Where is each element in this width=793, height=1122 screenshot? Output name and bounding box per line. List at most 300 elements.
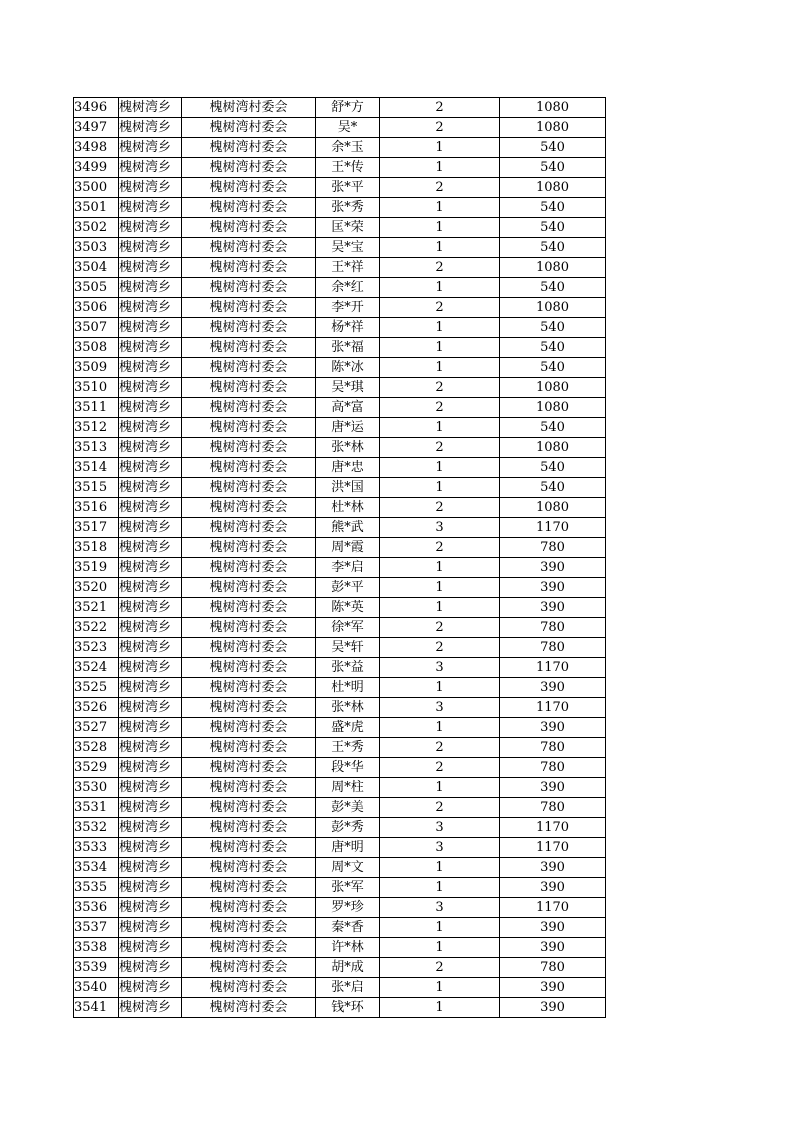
table-row [74, 278, 606, 298]
cell-count: 3 [380, 898, 500, 918]
cell-name: 周*霞 [316, 538, 380, 558]
cell-village-committee: 槐树湾村委会 [182, 798, 316, 818]
cell-name: 周*柱 [316, 778, 380, 798]
table-row [74, 698, 606, 718]
cell-village-committee: 槐树湾村委会 [182, 418, 316, 438]
cell-count: 1 [380, 318, 500, 338]
cell-village-committee: 槐树湾村委会 [182, 298, 316, 318]
table-row [74, 118, 606, 138]
cell-name: 杜*林 [316, 498, 380, 518]
cell-township: 槐树湾乡 [119, 898, 182, 918]
cell-amount: 390 [500, 558, 606, 578]
cell-name: 吴*琪 [316, 378, 380, 398]
cell-id: 3522 [74, 618, 119, 638]
cell-count: 2 [380, 638, 500, 658]
cell-count: 2 [380, 798, 500, 818]
cell-count: 2 [380, 758, 500, 778]
cell-township: 槐树湾乡 [119, 818, 182, 838]
table-row [74, 138, 606, 158]
cell-township: 槐树湾乡 [119, 538, 182, 558]
cell-id: 3517 [74, 518, 119, 538]
table-row [74, 158, 606, 178]
cell-id: 3507 [74, 318, 119, 338]
cell-village-committee: 槐树湾村委会 [182, 138, 316, 158]
cell-id: 3510 [74, 378, 119, 398]
cell-amount: 780 [500, 738, 606, 758]
cell-id: 3533 [74, 838, 119, 858]
cell-township: 槐树湾乡 [119, 498, 182, 518]
cell-count: 1 [380, 678, 500, 698]
cell-id: 3528 [74, 738, 119, 758]
cell-amount: 390 [500, 938, 606, 958]
table-row [74, 458, 606, 478]
cell-amount: 540 [500, 198, 606, 218]
cell-township: 槐树湾乡 [119, 158, 182, 178]
table-row [74, 898, 606, 918]
cell-name: 陈*冰 [316, 358, 380, 378]
table-row [74, 238, 606, 258]
cell-amount: 1170 [500, 518, 606, 538]
cell-id: 3529 [74, 758, 119, 778]
cell-township: 槐树湾乡 [119, 338, 182, 358]
cell-id: 3530 [74, 778, 119, 798]
table-row [74, 398, 606, 418]
cell-village-committee: 槐树湾村委会 [182, 978, 316, 998]
cell-count: 3 [380, 658, 500, 678]
table-row [74, 538, 606, 558]
table-row [74, 438, 606, 458]
cell-id: 3534 [74, 858, 119, 878]
cell-count: 1 [380, 718, 500, 738]
cell-name: 唐*明 [316, 838, 380, 858]
table-row [74, 858, 606, 878]
cell-amount: 1080 [500, 298, 606, 318]
cell-count: 1 [380, 558, 500, 578]
cell-amount: 390 [500, 578, 606, 598]
table-row [74, 218, 606, 238]
cell-amount: 390 [500, 878, 606, 898]
cell-id: 3509 [74, 358, 119, 378]
cell-id: 3519 [74, 558, 119, 578]
cell-id: 3496 [74, 98, 119, 118]
cell-count: 2 [380, 498, 500, 518]
table-row [74, 758, 606, 778]
cell-township: 槐树湾乡 [119, 598, 182, 618]
cell-count: 1 [380, 998, 500, 1018]
cell-township: 槐树湾乡 [119, 938, 182, 958]
cell-id: 3538 [74, 938, 119, 958]
cell-village-committee: 槐树湾村委会 [182, 698, 316, 718]
cell-id: 3506 [74, 298, 119, 318]
cell-amount: 780 [500, 538, 606, 558]
cell-village-committee: 槐树湾村委会 [182, 338, 316, 358]
cell-village-committee: 槐树湾村委会 [182, 598, 316, 618]
cell-name: 张*启 [316, 978, 380, 998]
table-row [74, 738, 606, 758]
cell-name: 张*军 [316, 878, 380, 898]
cell-count: 2 [380, 98, 500, 118]
cell-amount: 780 [500, 638, 606, 658]
cell-name: 唐*忠 [316, 458, 380, 478]
cell-name: 舒*方 [316, 98, 380, 118]
cell-village-committee: 槐树湾村委会 [182, 958, 316, 978]
cell-village-committee: 槐树湾村委会 [182, 898, 316, 918]
cell-count: 2 [380, 538, 500, 558]
cell-village-committee: 槐树湾村委会 [182, 998, 316, 1018]
cell-name: 胡*成 [316, 958, 380, 978]
cell-township: 槐树湾乡 [119, 718, 182, 738]
cell-amount: 780 [500, 798, 606, 818]
cell-name: 彭*秀 [316, 818, 380, 838]
cell-id: 3497 [74, 118, 119, 138]
cell-township: 槐树湾乡 [119, 98, 182, 118]
cell-id: 3504 [74, 258, 119, 278]
cell-amount: 780 [500, 618, 606, 638]
cell-village-committee: 槐树湾村委会 [182, 878, 316, 898]
cell-amount: 1080 [500, 98, 606, 118]
cell-village-committee: 槐树湾村委会 [182, 778, 316, 798]
cell-village-committee: 槐树湾村委会 [182, 258, 316, 278]
cell-name: 杨*祥 [316, 318, 380, 338]
cell-township: 槐树湾乡 [119, 138, 182, 158]
table-row [74, 558, 606, 578]
table-row [74, 958, 606, 978]
cell-id: 3512 [74, 418, 119, 438]
cell-village-committee: 槐树湾村委会 [182, 158, 316, 178]
cell-id: 3513 [74, 438, 119, 458]
table-row [74, 418, 606, 438]
cell-village-committee: 槐树湾村委会 [182, 578, 316, 598]
cell-name: 杜*明 [316, 678, 380, 698]
cell-village-committee: 槐树湾村委会 [182, 98, 316, 118]
cell-village-committee: 槐树湾村委会 [182, 918, 316, 938]
cell-amount: 540 [500, 478, 606, 498]
cell-amount: 540 [500, 278, 606, 298]
cell-amount: 780 [500, 758, 606, 778]
cell-name: 秦*香 [316, 918, 380, 938]
cell-count: 3 [380, 698, 500, 718]
table-row [74, 618, 606, 638]
cell-village-committee: 槐树湾村委会 [182, 178, 316, 198]
cell-amount: 390 [500, 978, 606, 998]
table-row [74, 198, 606, 218]
cell-id: 3520 [74, 578, 119, 598]
cell-id: 3539 [74, 958, 119, 978]
cell-township: 槐树湾乡 [119, 638, 182, 658]
cell-amount: 1170 [500, 898, 606, 918]
cell-id: 3536 [74, 898, 119, 918]
table-row [74, 678, 606, 698]
cell-village-committee: 槐树湾村委会 [182, 218, 316, 238]
cell-township: 槐树湾乡 [119, 678, 182, 698]
data-table [73, 97, 606, 1018]
table-row [74, 178, 606, 198]
cell-township: 槐树湾乡 [119, 298, 182, 318]
cell-township: 槐树湾乡 [119, 238, 182, 258]
table-row [74, 498, 606, 518]
cell-amount: 390 [500, 778, 606, 798]
table-row [74, 598, 606, 618]
cell-amount: 390 [500, 998, 606, 1018]
cell-id: 3521 [74, 598, 119, 618]
cell-name: 王*传 [316, 158, 380, 178]
cell-township: 槐树湾乡 [119, 998, 182, 1018]
cell-amount: 540 [500, 458, 606, 478]
table-row [74, 298, 606, 318]
cell-id: 3501 [74, 198, 119, 218]
cell-id: 3508 [74, 338, 119, 358]
cell-count: 1 [380, 918, 500, 938]
cell-id: 3523 [74, 638, 119, 658]
cell-township: 槐树湾乡 [119, 398, 182, 418]
cell-amount: 540 [500, 418, 606, 438]
cell-village-committee: 槐树湾村委会 [182, 498, 316, 518]
cell-township: 槐树湾乡 [119, 698, 182, 718]
cell-id: 3527 [74, 718, 119, 738]
cell-count: 1 [380, 218, 500, 238]
cell-township: 槐树湾乡 [119, 758, 182, 778]
cell-village-committee: 槐树湾村委会 [182, 838, 316, 858]
cell-township: 槐树湾乡 [119, 358, 182, 378]
cell-township: 槐树湾乡 [119, 878, 182, 898]
cell-count: 2 [380, 258, 500, 278]
cell-id: 3537 [74, 918, 119, 938]
cell-township: 槐树湾乡 [119, 218, 182, 238]
cell-name: 张*林 [316, 698, 380, 718]
cell-count: 1 [380, 578, 500, 598]
cell-count: 2 [380, 958, 500, 978]
cell-name: 王*秀 [316, 738, 380, 758]
cell-count: 3 [380, 838, 500, 858]
cell-id: 3503 [74, 238, 119, 258]
cell-count: 1 [380, 358, 500, 378]
cell-name: 盛*虎 [316, 718, 380, 738]
table-row [74, 518, 606, 538]
cell-name: 熊*武 [316, 518, 380, 538]
cell-amount: 1080 [500, 398, 606, 418]
cell-village-committee: 槐树湾村委会 [182, 638, 316, 658]
cell-village-committee: 槐树湾村委会 [182, 398, 316, 418]
cell-id: 3505 [74, 278, 119, 298]
cell-count: 2 [380, 398, 500, 418]
cell-name: 洪*国 [316, 478, 380, 498]
cell-amount: 390 [500, 858, 606, 878]
cell-id: 3540 [74, 978, 119, 998]
cell-id: 3500 [74, 178, 119, 198]
cell-count: 1 [380, 158, 500, 178]
cell-amount: 1170 [500, 838, 606, 858]
cell-count: 2 [380, 298, 500, 318]
cell-name: 陈*英 [316, 598, 380, 618]
cell-name: 吴*轩 [316, 638, 380, 658]
cell-township: 槐树湾乡 [119, 178, 182, 198]
cell-count: 2 [380, 438, 500, 458]
cell-amount: 540 [500, 338, 606, 358]
table-row [74, 938, 606, 958]
cell-village-committee: 槐树湾村委会 [182, 658, 316, 678]
cell-amount: 1080 [500, 378, 606, 398]
cell-count: 2 [380, 378, 500, 398]
cell-id: 3532 [74, 818, 119, 838]
cell-township: 槐树湾乡 [119, 618, 182, 638]
cell-amount: 1080 [500, 178, 606, 198]
cell-id: 3502 [74, 218, 119, 238]
cell-village-committee: 槐树湾村委会 [182, 318, 316, 338]
cell-name: 段*华 [316, 758, 380, 778]
table-row [74, 258, 606, 278]
cell-name: 唐*运 [316, 418, 380, 438]
cell-amount: 1170 [500, 818, 606, 838]
table-row [74, 378, 606, 398]
cell-amount: 1170 [500, 658, 606, 678]
cell-village-committee: 槐树湾村委会 [182, 858, 316, 878]
cell-name: 匡*荣 [316, 218, 380, 238]
cell-name: 周*文 [316, 858, 380, 878]
cell-township: 槐树湾乡 [119, 478, 182, 498]
cell-village-committee: 槐树湾村委会 [182, 618, 316, 638]
table-row [74, 838, 606, 858]
table-row [74, 638, 606, 658]
cell-name: 王*祥 [316, 258, 380, 278]
cell-count: 1 [380, 458, 500, 478]
table-row [74, 818, 606, 838]
cell-township: 槐树湾乡 [119, 958, 182, 978]
cell-name: 高*富 [316, 398, 380, 418]
cell-amount: 390 [500, 918, 606, 938]
table-row [74, 918, 606, 938]
table-row [74, 478, 606, 498]
cell-village-committee: 槐树湾村委会 [182, 678, 316, 698]
cell-township: 槐树湾乡 [119, 858, 182, 878]
cell-count: 1 [380, 938, 500, 958]
cell-village-committee: 槐树湾村委会 [182, 738, 316, 758]
cell-village-committee: 槐树湾村委会 [182, 438, 316, 458]
cell-id: 3499 [74, 158, 119, 178]
cell-name: 李*开 [316, 298, 380, 318]
cell-count: 2 [380, 118, 500, 138]
cell-village-committee: 槐树湾村委会 [182, 478, 316, 498]
cell-name: 张*益 [316, 658, 380, 678]
cell-village-committee: 槐树湾村委会 [182, 198, 316, 218]
cell-amount: 390 [500, 678, 606, 698]
cell-name: 钱*环 [316, 998, 380, 1018]
cell-amount: 540 [500, 138, 606, 158]
cell-amount: 1080 [500, 118, 606, 138]
cell-township: 槐树湾乡 [119, 658, 182, 678]
cell-village-committee: 槐树湾村委会 [182, 378, 316, 398]
cell-id: 3498 [74, 138, 119, 158]
cell-amount: 1080 [500, 258, 606, 278]
cell-village-committee: 槐树湾村委会 [182, 938, 316, 958]
cell-count: 1 [380, 138, 500, 158]
cell-village-committee: 槐树湾村委会 [182, 458, 316, 478]
cell-count: 2 [380, 618, 500, 638]
cell-count: 1 [380, 278, 500, 298]
cell-township: 槐树湾乡 [119, 258, 182, 278]
table-row [74, 718, 606, 738]
cell-name: 徐*军 [316, 618, 380, 638]
table-row [74, 98, 606, 118]
table-body [74, 98, 606, 1018]
cell-count: 2 [380, 738, 500, 758]
cell-name: 余*玉 [316, 138, 380, 158]
cell-id: 3511 [74, 398, 119, 418]
cell-count: 2 [380, 178, 500, 198]
cell-village-committee: 槐树湾村委会 [182, 558, 316, 578]
table-row [74, 978, 606, 998]
table-row [74, 578, 606, 598]
cell-amount: 540 [500, 238, 606, 258]
cell-village-committee: 槐树湾村委会 [182, 538, 316, 558]
cell-village-committee: 槐树湾村委会 [182, 118, 316, 138]
table-row [74, 658, 606, 678]
cell-township: 槐树湾乡 [119, 278, 182, 298]
cell-township: 槐树湾乡 [119, 318, 182, 338]
cell-village-committee: 槐树湾村委会 [182, 278, 316, 298]
cell-id: 3515 [74, 478, 119, 498]
cell-township: 槐树湾乡 [119, 118, 182, 138]
table-row [74, 318, 606, 338]
cell-name: 彭*平 [316, 578, 380, 598]
cell-count: 3 [380, 518, 500, 538]
cell-id: 3514 [74, 458, 119, 478]
table-row [74, 778, 606, 798]
cell-township: 槐树湾乡 [119, 558, 182, 578]
cell-id: 3526 [74, 698, 119, 718]
cell-name: 李*启 [316, 558, 380, 578]
cell-name: 许*林 [316, 938, 380, 958]
cell-amount: 1170 [500, 698, 606, 718]
cell-amount: 780 [500, 958, 606, 978]
cell-village-committee: 槐树湾村委会 [182, 358, 316, 378]
cell-township: 槐树湾乡 [119, 418, 182, 438]
cell-count: 1 [380, 598, 500, 618]
cell-id: 3524 [74, 658, 119, 678]
table-row [74, 798, 606, 818]
cell-village-committee: 槐树湾村委会 [182, 718, 316, 738]
cell-township: 槐树湾乡 [119, 918, 182, 938]
cell-count: 1 [380, 978, 500, 998]
table-row [74, 998, 606, 1018]
cell-id: 3535 [74, 878, 119, 898]
cell-name: 罗*珍 [316, 898, 380, 918]
table-row [74, 338, 606, 358]
cell-amount: 1080 [500, 438, 606, 458]
cell-village-committee: 槐树湾村委会 [182, 238, 316, 258]
cell-township: 槐树湾乡 [119, 458, 182, 478]
cell-township: 槐树湾乡 [119, 798, 182, 818]
cell-amount: 540 [500, 218, 606, 238]
cell-name: 张*秀 [316, 198, 380, 218]
cell-township: 槐树湾乡 [119, 738, 182, 758]
cell-count: 1 [380, 338, 500, 358]
cell-amount: 390 [500, 598, 606, 618]
cell-amount: 540 [500, 158, 606, 178]
cell-village-committee: 槐树湾村委会 [182, 758, 316, 778]
cell-name: 张*福 [316, 338, 380, 358]
cell-name: 吴* [316, 118, 380, 138]
cell-amount: 390 [500, 718, 606, 738]
cell-amount: 1080 [500, 498, 606, 518]
cell-id: 3518 [74, 538, 119, 558]
cell-count: 1 [380, 878, 500, 898]
cell-amount: 540 [500, 318, 606, 338]
cell-id: 3541 [74, 998, 119, 1018]
cell-name: 张*平 [316, 178, 380, 198]
cell-id: 3516 [74, 498, 119, 518]
cell-name: 吴*宝 [316, 238, 380, 258]
cell-township: 槐树湾乡 [119, 778, 182, 798]
